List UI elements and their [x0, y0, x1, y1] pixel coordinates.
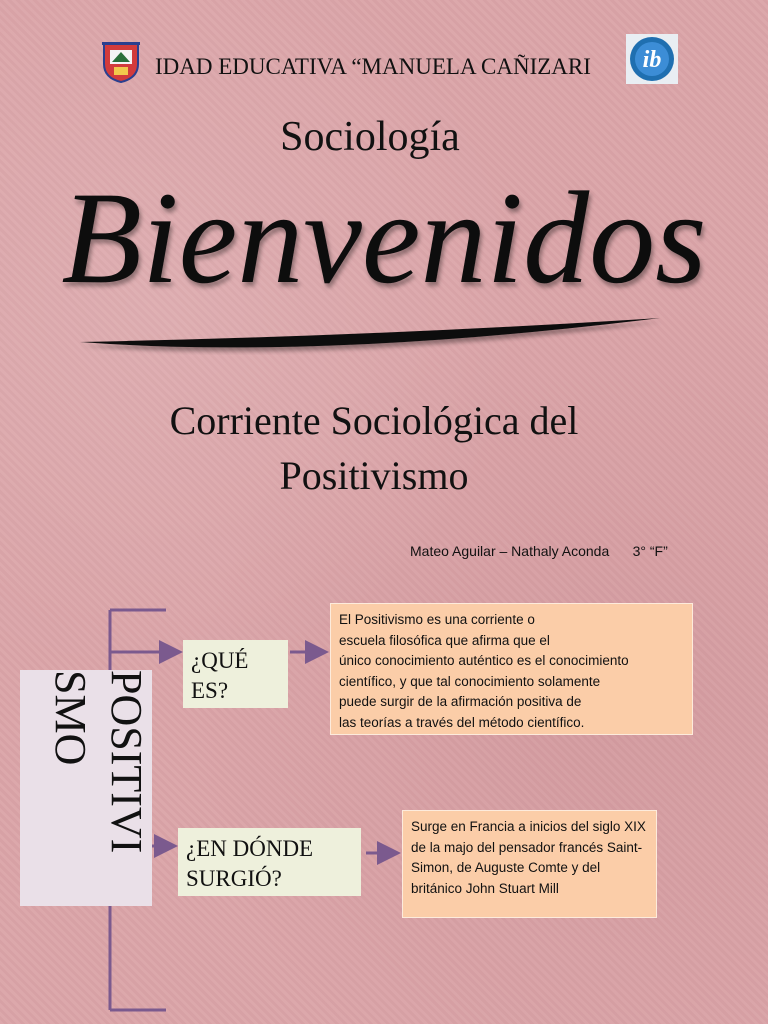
svg-text:ib: ib	[642, 47, 662, 73]
answer-box-1	[330, 603, 693, 735]
central-concept-label: POSITIVI SMO	[46, 670, 151, 854]
authors: Mateo Aguilar – Nathaly Aconda 3° “F”	[410, 543, 668, 559]
school-name: IDAD EDUCATIVA “MANUELA CAÑIZARI	[155, 54, 591, 79]
welcome-swash	[80, 318, 660, 347]
answer-box-2: Surge en Francia a inicios del siglo XIX de la majo del pensador francés Saint-Simon, de Auguste Comte y del británico John Stuart Mill	[402, 810, 657, 918]
answer-1-line: científico, y que tal conocimiento solamente	[339, 673, 601, 689]
question-box-1: ¿QUÉ ES?	[183, 640, 288, 708]
title-line-1: Corriente Sociológica del	[169, 398, 579, 443]
school-crest-icon	[100, 40, 142, 84]
ib-logo-icon	[626, 34, 678, 84]
title-line-2: Positivismo	[279, 453, 469, 498]
answer-1-line: escuela filosófica que afirma que el	[339, 632, 550, 648]
answer-1-line: El Positivismo es una corriente o	[339, 612, 535, 627]
welcome-text: Bienvenidos	[61, 164, 707, 311]
central-concept-box	[20, 670, 152, 906]
answer-1-line: las teorías a través del método científico.	[339, 714, 585, 730]
question-box-2: ¿EN DÓNDE SURGIÓ?	[178, 828, 361, 896]
answer-1-line: puede surgir de la afirmación positiva de	[339, 694, 582, 709]
answer-1-line: único conocimiento auténtico es el conocimiento	[339, 653, 629, 668]
subject-title: Sociología	[280, 114, 460, 160]
welcome-banner	[20, 160, 748, 360]
